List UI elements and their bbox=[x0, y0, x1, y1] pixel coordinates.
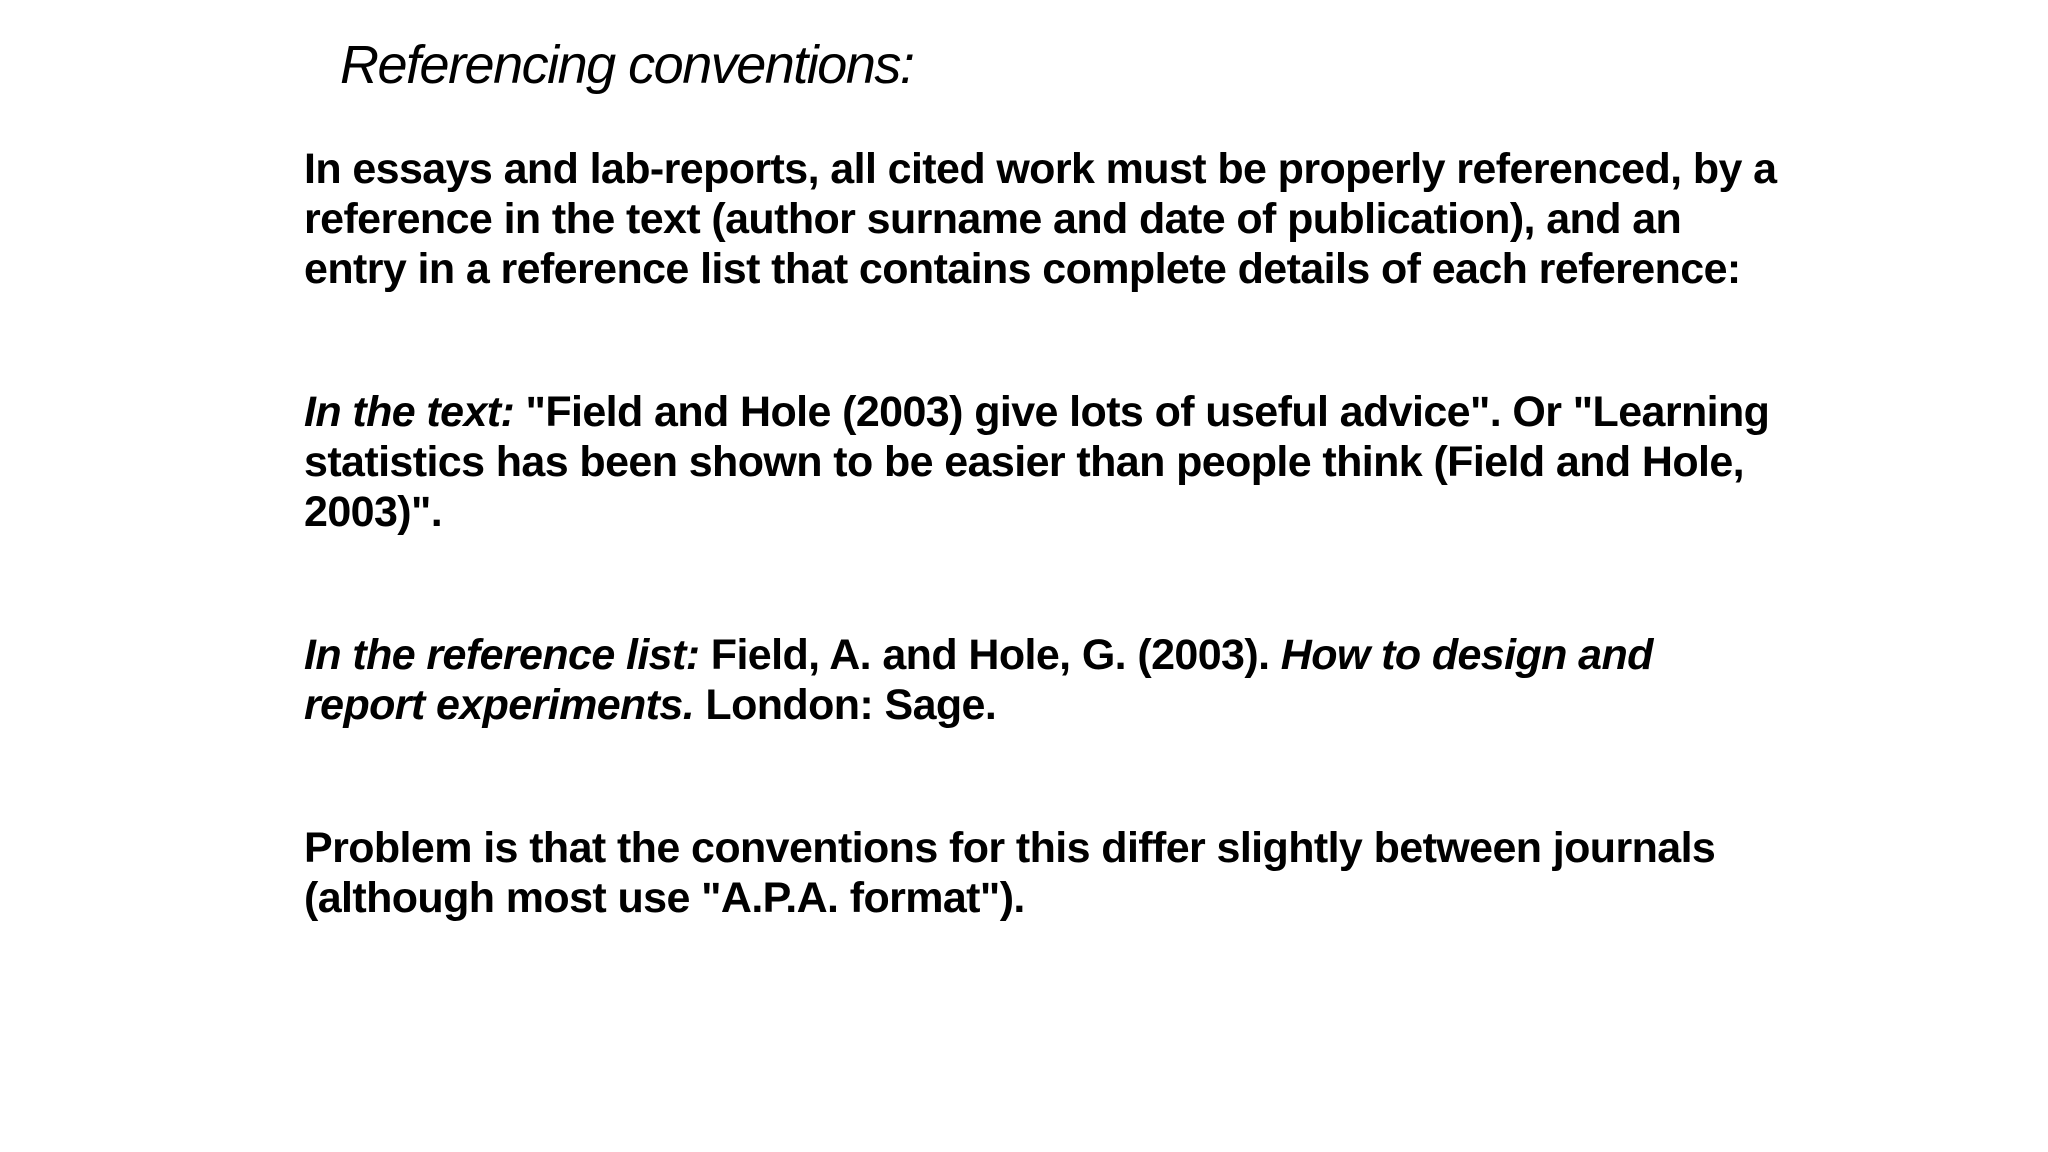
intro-paragraph: In essays and lab-reports, all cited work must be properly referenced, by a reference in the text (author surname and date of publication), and an entry in a reference list that contains complete details of each reference: bbox=[304, 145, 1777, 293]
reference-authors: Field, A. and Hole, G. (2003). bbox=[699, 631, 1281, 679]
problem-paragraph: Problem is that the conventions for this differ slightly between journals (although most use "A.P.A. format"). bbox=[304, 824, 1716, 922]
reference-publisher: London: Sage. bbox=[694, 681, 997, 729]
reference-list-label: In the reference list: bbox=[304, 631, 700, 679]
reference-book-title: How to design and report experiments. bbox=[304, 631, 1653, 729]
in-text-paragraph bbox=[304, 387, 1784, 537]
slide-title: Referencing conventions: bbox=[340, 35, 914, 95]
in-text-example: "Field and Hole (2003) give lots of useful advice". Or "Learning statistics has been shown to be easier than people think (Field and Hole, 2003)". bbox=[304, 388, 1770, 536]
slide-body bbox=[304, 144, 1784, 923]
reference-list-paragraph bbox=[304, 630, 1784, 730]
in-text-label: In the text: bbox=[304, 388, 515, 436]
